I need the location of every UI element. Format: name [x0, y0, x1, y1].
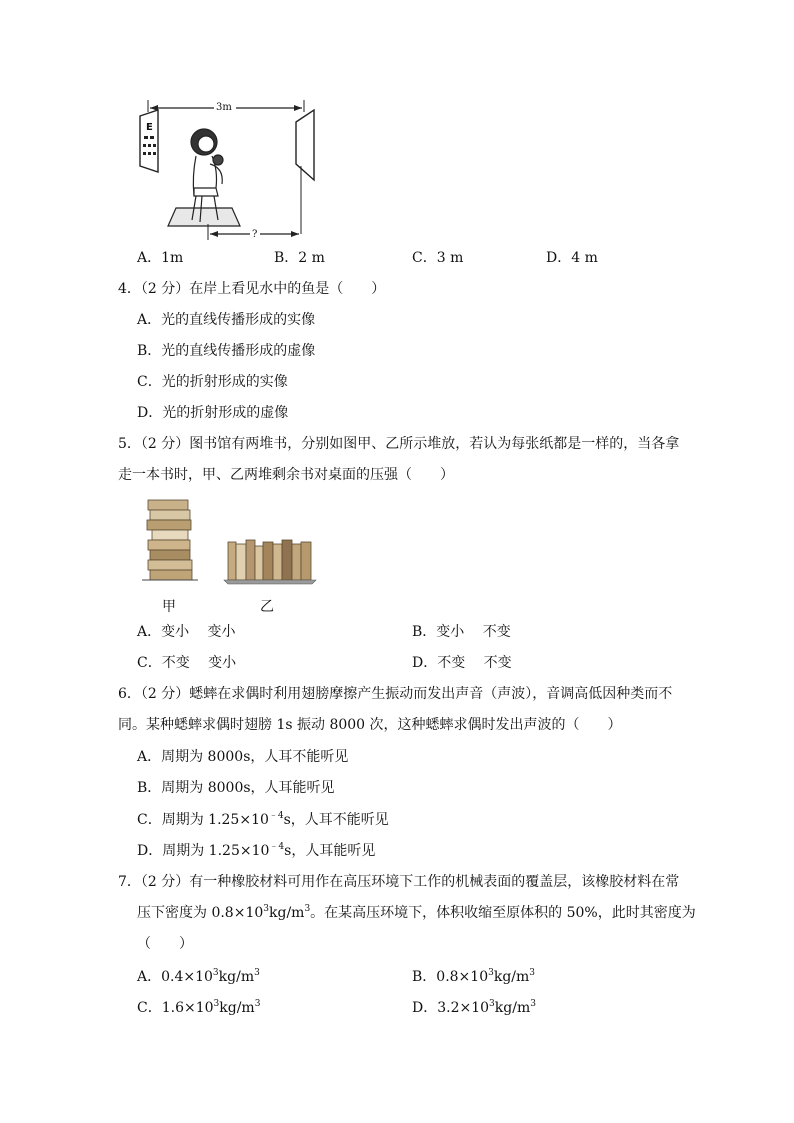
q7-option-b-value: B．0.8×10: [412, 969, 489, 985]
q7-option-a-unit-exponent: 3: [254, 968, 260, 978]
q6-option-d-suffix: s，人耳能听见: [284, 843, 376, 859]
q6-option-c-prefix: C．周期为 1.25×10: [137, 812, 269, 828]
q6-option-b: B．周期为 8000s，人耳能听见: [137, 780, 335, 796]
q7-option-b: [412, 967, 535, 987]
distance-label-3m: 3m: [216, 102, 232, 113]
q6-option-c-exponent: ﹣4: [268, 811, 284, 821]
q4-option-b: B．光的直线传播形成的虚像: [137, 343, 316, 359]
book-stacks-figure: [142, 494, 322, 590]
q7-option-d-value: D．3.2×10: [412, 1000, 490, 1016]
q4-option-d: D．光的折射形成的虚像: [137, 405, 289, 421]
q7-option-d-unit: kg/m: [494, 1000, 531, 1016]
q5-stem-line1: 5．（2 分）图书馆有两堆书，分别如图甲、乙所示堆放，若认为每张纸都是一样的，当各拿: [118, 436, 680, 452]
q4-option-c: C．光的折射形成的实像: [137, 374, 288, 390]
q6-option-d: [137, 841, 375, 861]
q7-option-d-unit-exponent: 3: [530, 999, 536, 1009]
q5-option-c: C．不变 变小: [137, 655, 237, 671]
q7-stem-unit: kg/m: [269, 905, 305, 921]
q7-option-c-exponent: 3: [213, 999, 220, 1009]
q3-option-c: C．3 m: [412, 250, 464, 266]
q7-option-c-unit-exponent: 3: [254, 999, 261, 1009]
q6-option-a: A．周期为 8000s，人耳不能听见: [137, 749, 349, 765]
q5-option-a: A．变小 变小: [137, 624, 236, 640]
figure-label-jia: 甲: [162, 599, 176, 615]
q7-option-a-value: A．0.4×10: [137, 969, 213, 985]
eye-chart-mirror-figure: [136, 96, 336, 244]
person-figure: [168, 129, 240, 226]
q4-option-a: A．光的直线传播形成的实像: [137, 312, 316, 328]
q7-option-a-exponent: 3: [212, 968, 219, 978]
unknown-distance-label: ?: [252, 229, 258, 240]
q7-option-c-value: C．1.6×10: [137, 1000, 214, 1016]
q7-option-d: [412, 998, 536, 1018]
eye-chart: [140, 110, 158, 172]
q4-stem: 4．（2 分）在岸上看见水中的鱼是（ ）: [118, 281, 386, 297]
q7-stem-line1: 7．（2 分）有一种橡胶材料可用作在高压环境下工作的机械表面的覆盖层，该橡胶材料在常: [118, 874, 680, 890]
q3-option-a: A．1m: [137, 250, 184, 266]
q7-stem-unit-exponent: 3: [304, 904, 311, 914]
q6-option-c: [137, 810, 389, 830]
q5-option-d: D．不变 不变: [412, 655, 512, 671]
q5-stem-line2: 走一本书时，甲、乙两堆剩余书对桌面的压强（ ）: [118, 467, 454, 483]
figure-label-yi: 乙: [260, 599, 274, 615]
q7-stem-density-value: 压下密度为 0.8×10: [137, 905, 264, 921]
q3-option-b: B．2 m: [274, 250, 325, 266]
book-stack-yi: [224, 540, 316, 584]
plane-mirror: [296, 110, 314, 234]
eye-chart-letter: E: [146, 122, 153, 133]
q7-option-a: [137, 967, 260, 987]
q6-option-d-exponent: ﹣4: [269, 842, 285, 852]
q7-stem-line3: （ ）: [137, 936, 193, 952]
q7-option-b-exponent: 3: [488, 968, 494, 978]
q3-option-d: D．4 m: [546, 250, 598, 266]
q6-stem-line1: 6．（2 分）蟋蟀在求偶时利用翅膀摩擦产生振动而发出声音（声波），音调高低因种类而不: [118, 686, 673, 702]
q5-option-b: B．变小 不变: [412, 624, 511, 640]
q7-option-d-exponent: 3: [489, 999, 495, 1009]
q6-option-d-prefix: D．周期为 1.25×10: [137, 843, 270, 859]
q7-option-b-unit-exponent: 3: [529, 968, 536, 978]
q7-option-a-unit: kg/m: [218, 969, 255, 985]
q7-option-c-unit: kg/m: [219, 1000, 255, 1016]
q7-option-b-unit: kg/m: [493, 969, 530, 985]
q7-option-c: [137, 998, 260, 1018]
book-stack-jia: [142, 500, 198, 580]
q7-stem-line2: [137, 903, 696, 923]
q7-stem-rest: 。在某高压环境下，体积收缩至原体积的 50%，此时其密度为: [310, 905, 696, 921]
q6-option-c-suffix: s，人耳不能听见: [283, 812, 389, 828]
q7-stem-exponent: 3: [263, 904, 269, 914]
q6-stem-line2: 同。某种蟋蟀求偶时翅膀 1s 振动 8000 次，这种蟋蟀求偶时发出声波的（ ）: [118, 717, 622, 733]
